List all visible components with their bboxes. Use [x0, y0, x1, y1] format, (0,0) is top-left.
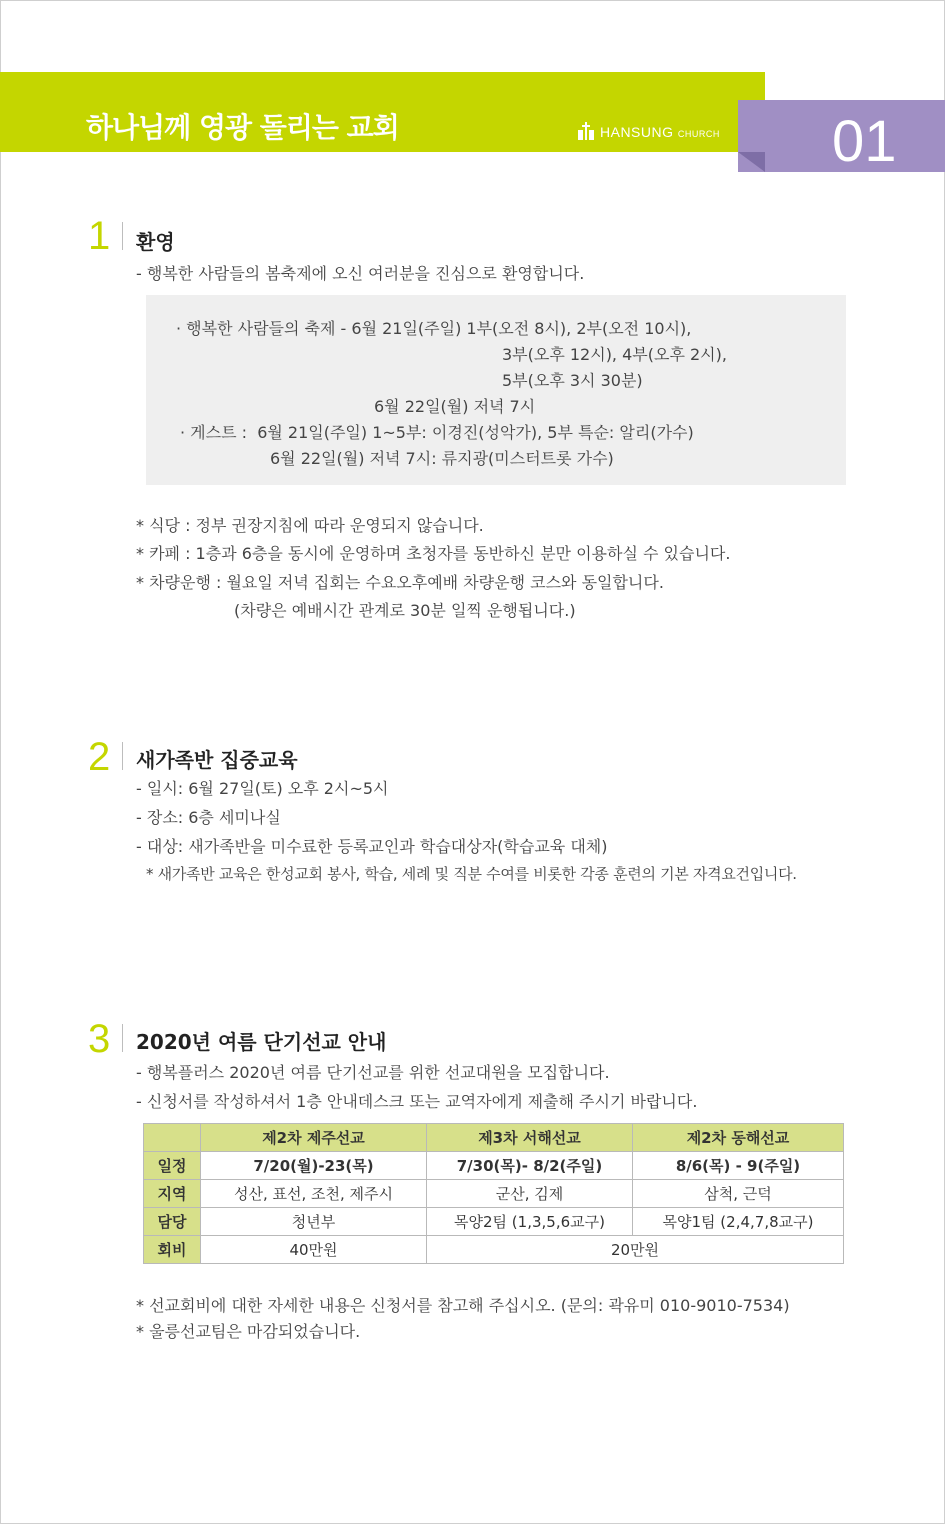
- festival-line: 6월 22일(월) 저녁 7시: [374, 397, 536, 416]
- note-cafe: * 카페 : 1층과 6층을 동시에 운영하며 초청자를 동반하신 분만 이용하실 수 있습니다.: [136, 544, 731, 563]
- table-header-row: [144, 1124, 844, 1152]
- section-3-title: 2020년 여름 단기선교 안내: [136, 1030, 387, 1054]
- table-cell: 7/20(월)-23(목): [201, 1152, 427, 1180]
- row-header: 담당: [144, 1208, 201, 1236]
- table-cell: 목양2팀 (1,3,5,6교구): [427, 1208, 633, 1236]
- table-row: [144, 1152, 844, 1180]
- table-cell: 성산, 표선, 조천, 제주시: [201, 1180, 427, 1208]
- column-header: 제2차 동해선교: [633, 1124, 844, 1152]
- table-row: [144, 1208, 844, 1236]
- table-cell: 삼척, 근덕: [633, 1180, 844, 1208]
- section-3-divider: [122, 1024, 123, 1052]
- education-place: - 장소: 6층 세미나실: [136, 808, 281, 827]
- column-header: 제3차 서해선교: [427, 1124, 633, 1152]
- education-date: - 일시: 6월 27일(토) 오후 2시~5시: [136, 779, 389, 798]
- table-cell: 20만원: [427, 1236, 844, 1264]
- page-number: 01: [832, 109, 897, 174]
- table-cell: 40만원: [201, 1236, 427, 1264]
- mission-apply: - 신청서를 작성하셔서 1층 안내데스크 또는 교역자에게 제출해 주시기 바랍니다.: [136, 1092, 698, 1111]
- table-cell: 7/30(목)- 8/2(주일): [427, 1152, 633, 1180]
- logo-sub-text: CHURCH: [677, 129, 720, 139]
- table-cell: 목양1팀 (2,4,7,8교구): [633, 1208, 844, 1236]
- table-cell: 청년부: [201, 1208, 427, 1236]
- mission-fee-note: * 선교회비에 대한 자세한 내용은 신청서를 참고해 주십시오. (문의: 곽유미 010-9010-7534): [136, 1296, 790, 1315]
- education-target: - 대상: 새가족반을 미수료한 등록교인과 학습대상자(학습교육 대체): [136, 837, 608, 856]
- festival-line: 5부(오후 3시 30분): [502, 371, 643, 390]
- section-1-number: 1: [88, 214, 111, 258]
- table-row: [144, 1180, 844, 1208]
- mission-intro: - 행복플러스 2020년 여름 단기선교를 위한 선교대원을 모집합니다.: [136, 1063, 610, 1082]
- note-shuttle: * 차량운행 : 월요일 저녁 집회는 수요오후예배 차량운행 코스와 동일합니다.: [136, 573, 664, 592]
- column-header: 제2차 제주선교: [201, 1124, 427, 1152]
- logo-main-text: HANSUNG: [600, 124, 674, 140]
- table-row: [144, 1236, 844, 1264]
- guest-line: 6월 22일(월) 저녁 7시: 류지광(미스터트롯 가수): [270, 449, 614, 468]
- church-logo-icon: [578, 122, 594, 140]
- section-2-title: 새가족반 집중교육: [136, 748, 298, 772]
- festival-line: · 행복한 사람들의 축제 - 6월 21일(주일) 1부(오전 8시), 2부(오전 10시),: [176, 319, 692, 338]
- table-corner-cell: [144, 1124, 201, 1152]
- education-note: * 새가족반 교육은 한성교회 봉사, 학습, 세례 및 직분 수여를 비롯한 각종 훈련의 기본 자격요건입니다.: [146, 865, 797, 883]
- note-shuttle-detail: (차량은 예배시간 관계로 30분 일찍 운행됩니다.): [234, 601, 576, 620]
- mission-closed-note: * 울릉선교팀은 마감되었습니다.: [136, 1322, 361, 1341]
- section-1-intro: - 행복한 사람들의 봄축제에 오신 여러분을 진심으로 환영합니다.: [136, 264, 585, 283]
- note-cafeteria: * 식당 : 정부 권장지침에 따라 운영되지 않습니다.: [136, 516, 484, 535]
- section-3-number: 3: [88, 1017, 111, 1061]
- section-2-divider: [122, 742, 123, 770]
- mission-table: [143, 1123, 844, 1264]
- table-cell: 군산, 김제: [427, 1180, 633, 1208]
- section-1-title: 환영: [136, 230, 175, 254]
- festival-line: 3부(오후 12시), 4부(오후 2시),: [502, 345, 727, 364]
- table-cell: 8/6(목) - 9(주일): [633, 1152, 844, 1180]
- page-tab-fold: [738, 152, 765, 172]
- church-logo: [578, 122, 720, 140]
- section-2-number: 2: [88, 735, 111, 779]
- page-title: 하나님께 영광 돌리는 교회: [86, 111, 399, 144]
- row-header: 지역: [144, 1180, 201, 1208]
- row-header: 회비: [144, 1236, 201, 1264]
- guest-line: · 게스트 : 6월 21일(주일) 1~5부: 이경진(성악가), 5부 특순: 알리(가수): [180, 423, 694, 442]
- section-1-divider: [122, 222, 123, 250]
- row-header: 일정: [144, 1152, 201, 1180]
